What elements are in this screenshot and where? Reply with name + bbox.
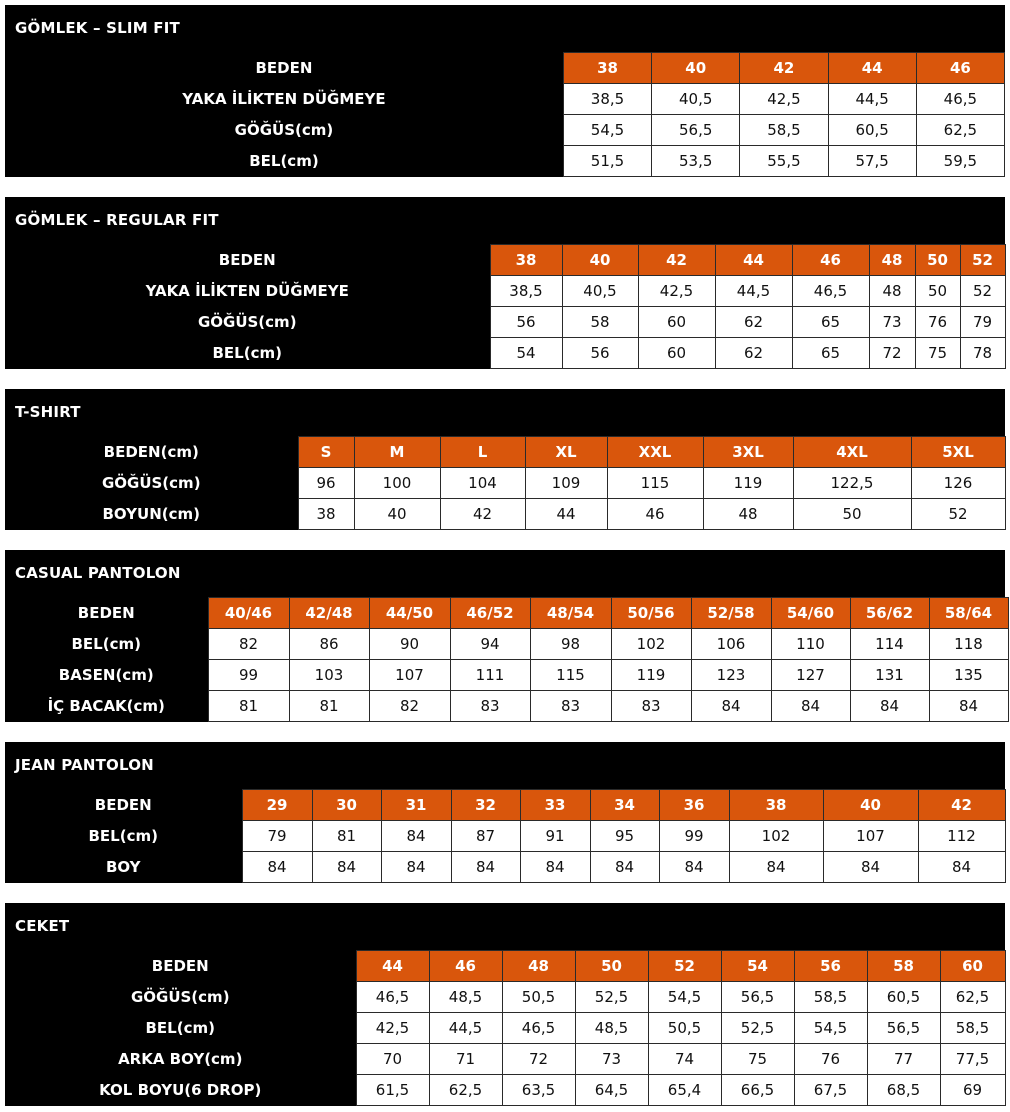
measurement-cell: 127 [771,660,850,691]
size-header-cell: 60 [940,951,1005,982]
size-header-cell: 44 [715,245,792,276]
measurement-cell: 62 [715,338,792,369]
measurement-cell: 56 [562,338,638,369]
measurement-cell: 107 [369,660,450,691]
measurement-cell: 44,5 [715,276,792,307]
size-header-cell: 40 [823,790,918,821]
measurement-cell: 46,5 [356,982,429,1013]
measurement-cell: 42,5 [740,84,828,115]
size-header-cell: 48 [869,245,915,276]
size-header-cell: M [354,437,440,468]
measurement-row [5,276,1005,307]
row-label: BEDEN(cm) [5,437,298,468]
measurement-cell: 73 [575,1044,648,1075]
measurement-cell: 56 [490,307,562,338]
size-header-cell: 46 [916,53,1004,84]
measurement-row [5,468,1005,499]
size-header-row [5,245,1005,276]
measurement-row [5,146,1005,177]
size-table [5,52,1005,177]
measurement-cell: 65 [792,338,869,369]
size-table-section [5,903,1005,1105]
measurement-cell: 115 [530,660,611,691]
measurement-cell: 81 [289,691,369,722]
measurement-cell: 48 [703,499,793,530]
size-header-row [5,598,1008,629]
size-header-cell: 42 [638,245,715,276]
measurement-cell: 73 [869,307,915,338]
measurement-cell: 67,5 [794,1075,867,1106]
row-label: KOL BOYU(6 DROP) [5,1075,356,1106]
row-label: BEL(cm) [5,146,563,177]
size-header-cell: 50 [915,245,960,276]
measurement-cell: 53,5 [652,146,740,177]
size-header-row [5,790,1005,821]
measurement-row [5,1013,1005,1044]
measurement-cell: 82 [369,691,450,722]
measurement-cell: 83 [611,691,691,722]
measurement-cell: 96 [298,468,354,499]
measurement-cell: 84 [590,852,659,883]
size-header-cell: 54/60 [771,598,850,629]
row-label: BEDEN [5,790,242,821]
size-header-cell: 31 [381,790,451,821]
measurement-cell: 50 [793,499,911,530]
table-title: GÖMLEK – SLIM FIT [15,19,180,37]
size-header-row [5,53,1005,84]
measurement-cell: 52 [911,499,1005,530]
measurement-cell: 84 [771,691,850,722]
measurement-cell: 54 [490,338,562,369]
size-table [5,789,1006,883]
measurement-cell: 55,5 [740,146,828,177]
measurement-cell: 103 [289,660,369,691]
size-table-section [5,550,1005,721]
measurement-cell: 84 [729,852,823,883]
measurement-cell: 38 [298,499,354,530]
measurement-cell: 75 [915,338,960,369]
size-header-cell: 48/54 [530,598,611,629]
measurement-cell: 111 [450,660,530,691]
measurement-cell: 119 [703,468,793,499]
measurement-cell: 72 [502,1044,575,1075]
measurement-cell: 56,5 [867,1013,940,1044]
size-header-cell: 4XL [793,437,911,468]
measurement-row [5,852,1005,883]
row-label: BEDEN [5,951,356,982]
measurement-cell: 46,5 [792,276,869,307]
measurement-cell: 91 [520,821,590,852]
measurement-cell: 62,5 [940,982,1005,1013]
row-label: GÖĞÜS(cm) [5,468,298,499]
measurement-cell: 60 [638,307,715,338]
measurement-cell: 60 [638,338,715,369]
measurement-cell: 58 [562,307,638,338]
measurement-cell: 98 [530,629,611,660]
measurement-cell: 72 [869,338,915,369]
measurement-cell: 114 [850,629,929,660]
measurement-cell: 81 [208,691,289,722]
size-header-cell: 32 [451,790,520,821]
measurement-cell: 58,5 [740,115,828,146]
row-label: BEL(cm) [5,821,242,852]
size-table [5,950,1006,1106]
size-header-row [5,437,1005,468]
measurement-row [5,1075,1005,1106]
measurement-cell: 63,5 [502,1075,575,1106]
size-header-cell: S [298,437,354,468]
measurement-cell: 61,5 [356,1075,429,1106]
measurement-cell: 48,5 [429,982,502,1013]
size-header-cell: 38 [563,53,651,84]
measurement-cell: 84 [850,691,929,722]
measurement-cell: 76 [915,307,960,338]
measurement-cell: 79 [242,821,312,852]
size-table [5,244,1006,369]
size-header-cell: 34 [590,790,659,821]
measurement-cell: 44,5 [828,84,916,115]
measurement-cell: 59,5 [916,146,1004,177]
measurement-cell: 84 [451,852,520,883]
row-label: BEL(cm) [5,338,490,369]
size-header-cell: 42/48 [289,598,369,629]
row-label: BEDEN [5,598,208,629]
row-label: BEL(cm) [5,629,208,660]
measurement-cell: 118 [929,629,1008,660]
measurement-cell: 52,5 [721,1013,794,1044]
size-header-cell: 52 [960,245,1005,276]
measurement-cell: 84 [823,852,918,883]
row-label: BASEN(cm) [5,660,208,691]
measurement-cell: 102 [611,629,691,660]
measurement-cell: 112 [918,821,1005,852]
measurement-row [5,338,1005,369]
measurement-cell: 48,5 [575,1013,648,1044]
measurement-cell: 87 [451,821,520,852]
size-header-cell: XXL [607,437,703,468]
measurement-cell: 60,5 [867,982,940,1013]
measurement-cell: 46,5 [502,1013,575,1044]
measurement-cell: 78 [960,338,1005,369]
measurement-cell: 62,5 [429,1075,502,1106]
size-header-cell: 38 [729,790,823,821]
size-header-cell: XL [525,437,607,468]
measurement-cell: 95 [590,821,659,852]
size-header-row [5,951,1005,982]
measurement-cell: 84 [520,852,590,883]
size-header-cell: 42 [918,790,1005,821]
measurement-cell: 62 [715,307,792,338]
measurement-cell: 104 [440,468,525,499]
measurement-cell: 79 [960,307,1005,338]
row-label: BEDEN [5,245,490,276]
measurement-cell: 54,5 [648,982,721,1013]
measurement-cell: 109 [525,468,607,499]
measurement-row [5,499,1005,530]
measurement-cell: 75 [721,1044,794,1075]
measurement-cell: 56,5 [721,982,794,1013]
row-label: BOY [5,852,242,883]
row-label: YAKA İLİKTEN DÜĞMEYE [5,84,563,115]
measurement-cell: 50,5 [502,982,575,1013]
measurement-cell: 54,5 [563,115,651,146]
measurement-cell: 107 [823,821,918,852]
measurement-cell: 110 [771,629,850,660]
measurement-cell: 122,5 [793,468,911,499]
measurement-cell: 84 [312,852,381,883]
size-header-cell: 44 [828,53,916,84]
measurement-cell: 126 [911,468,1005,499]
measurement-cell: 90 [369,629,450,660]
measurement-cell: 74 [648,1044,721,1075]
measurement-cell: 42,5 [638,276,715,307]
measurement-row [5,84,1005,115]
measurement-cell: 52 [960,276,1005,307]
measurement-cell: 57,5 [828,146,916,177]
size-header-cell: 5XL [911,437,1005,468]
size-header-cell: 52/58 [691,598,771,629]
table-title: CEKET [15,917,70,935]
row-label: GÖĞÜS(cm) [5,982,356,1013]
size-header-cell: 44/50 [369,598,450,629]
measurement-cell: 42,5 [356,1013,429,1044]
measurement-cell: 38,5 [563,84,651,115]
measurement-cell: 54,5 [794,1013,867,1044]
measurement-cell: 77 [867,1044,940,1075]
row-label: ARKA BOY(cm) [5,1044,356,1075]
size-header-cell: 44 [356,951,429,982]
measurement-cell: 119 [611,660,691,691]
size-header-cell: 38 [490,245,562,276]
measurement-cell: 84 [381,821,451,852]
size-header-cell: 48 [502,951,575,982]
table-title: CASUAL PANTOLON [15,564,181,582]
measurement-cell: 84 [929,691,1008,722]
measurement-cell: 66,5 [721,1075,794,1106]
size-header-cell: 30 [312,790,381,821]
measurement-cell: 86 [289,629,369,660]
table-title: GÖMLEK – REGULAR FIT [15,211,219,229]
size-table [5,436,1006,530]
size-header-cell: 40 [652,53,740,84]
size-header-cell: 58 [867,951,940,982]
measurement-cell: 135 [929,660,1008,691]
measurement-cell: 70 [356,1044,429,1075]
measurement-cell: 123 [691,660,771,691]
measurement-cell: 99 [659,821,729,852]
measurement-cell: 40 [354,499,440,530]
size-header-cell: 56 [794,951,867,982]
measurement-cell: 56,5 [652,115,740,146]
size-header-cell: 54 [721,951,794,982]
measurement-cell: 40,5 [652,84,740,115]
measurement-row [5,629,1008,660]
size-header-cell: 58/64 [929,598,1008,629]
size-header-cell: 50/56 [611,598,691,629]
size-header-cell: 50 [575,951,648,982]
measurement-cell: 68,5 [867,1075,940,1106]
measurement-cell: 69 [940,1075,1005,1106]
measurement-cell: 106 [691,629,771,660]
size-header-cell: 46 [792,245,869,276]
measurement-cell: 83 [450,691,530,722]
row-label: İÇ BACAK(cm) [5,691,208,722]
measurement-cell: 64,5 [575,1075,648,1106]
measurement-cell: 38,5 [490,276,562,307]
measurement-cell: 60,5 [828,115,916,146]
measurement-cell: 51,5 [563,146,651,177]
measurement-cell: 46,5 [916,84,1004,115]
measurement-cell: 48 [869,276,915,307]
row-label: BOYUN(cm) [5,499,298,530]
measurement-cell: 58,5 [940,1013,1005,1044]
measurement-cell: 58,5 [794,982,867,1013]
size-header-cell: 3XL [703,437,793,468]
measurement-cell: 65,4 [648,1075,721,1106]
measurement-cell: 65 [792,307,869,338]
measurement-cell: 46 [607,499,703,530]
measurement-row [5,660,1008,691]
measurement-row [5,115,1005,146]
size-header-cell: 52 [648,951,721,982]
measurement-cell: 50 [915,276,960,307]
measurement-cell: 81 [312,821,381,852]
table-title: JEAN PANTOLON [15,756,154,774]
size-header-cell: 42 [740,53,828,84]
size-table-section [5,5,1005,176]
measurement-cell: 83 [530,691,611,722]
measurement-cell: 77,5 [940,1044,1005,1075]
row-label: BEDEN [5,53,563,84]
size-header-cell: 40 [562,245,638,276]
measurement-cell: 84 [381,852,451,883]
measurement-cell: 52,5 [575,982,648,1013]
size-table [5,597,1009,722]
measurement-cell: 42 [440,499,525,530]
measurement-cell: 82 [208,629,289,660]
measurement-cell: 71 [429,1044,502,1075]
measurement-row [5,1044,1005,1075]
measurement-row [5,691,1008,722]
row-label: GÖĞÜS(cm) [5,115,563,146]
measurement-cell: 100 [354,468,440,499]
size-header-cell: L [440,437,525,468]
size-header-cell: 56/62 [850,598,929,629]
measurement-cell: 84 [659,852,729,883]
measurement-cell: 94 [450,629,530,660]
size-table-section [5,197,1005,368]
size-header-cell: 46 [429,951,502,982]
size-table-section [5,742,1005,882]
measurement-cell: 44,5 [429,1013,502,1044]
row-label: BEL(cm) [5,1013,356,1044]
row-label: YAKA İLİKTEN DÜĞMEYE [5,276,490,307]
size-header-cell: 40/46 [208,598,289,629]
measurement-cell: 99 [208,660,289,691]
table-title: T-SHIRT [15,403,81,421]
measurement-cell: 115 [607,468,703,499]
measurement-cell: 102 [729,821,823,852]
measurement-cell: 50,5 [648,1013,721,1044]
measurement-cell: 131 [850,660,929,691]
row-label: GÖĞÜS(cm) [5,307,490,338]
measurement-cell: 84 [918,852,1005,883]
measurement-cell: 76 [794,1044,867,1075]
size-header-cell: 46/52 [450,598,530,629]
measurement-cell: 62,5 [916,115,1004,146]
measurement-cell: 84 [242,852,312,883]
measurement-row [5,982,1005,1013]
size-header-cell: 36 [659,790,729,821]
measurement-cell: 44 [525,499,607,530]
size-header-cell: 29 [242,790,312,821]
measurement-cell: 84 [691,691,771,722]
measurement-cell: 40,5 [562,276,638,307]
size-table-section [5,389,1005,529]
measurement-row [5,307,1005,338]
measurement-row [5,821,1005,852]
size-header-cell: 33 [520,790,590,821]
